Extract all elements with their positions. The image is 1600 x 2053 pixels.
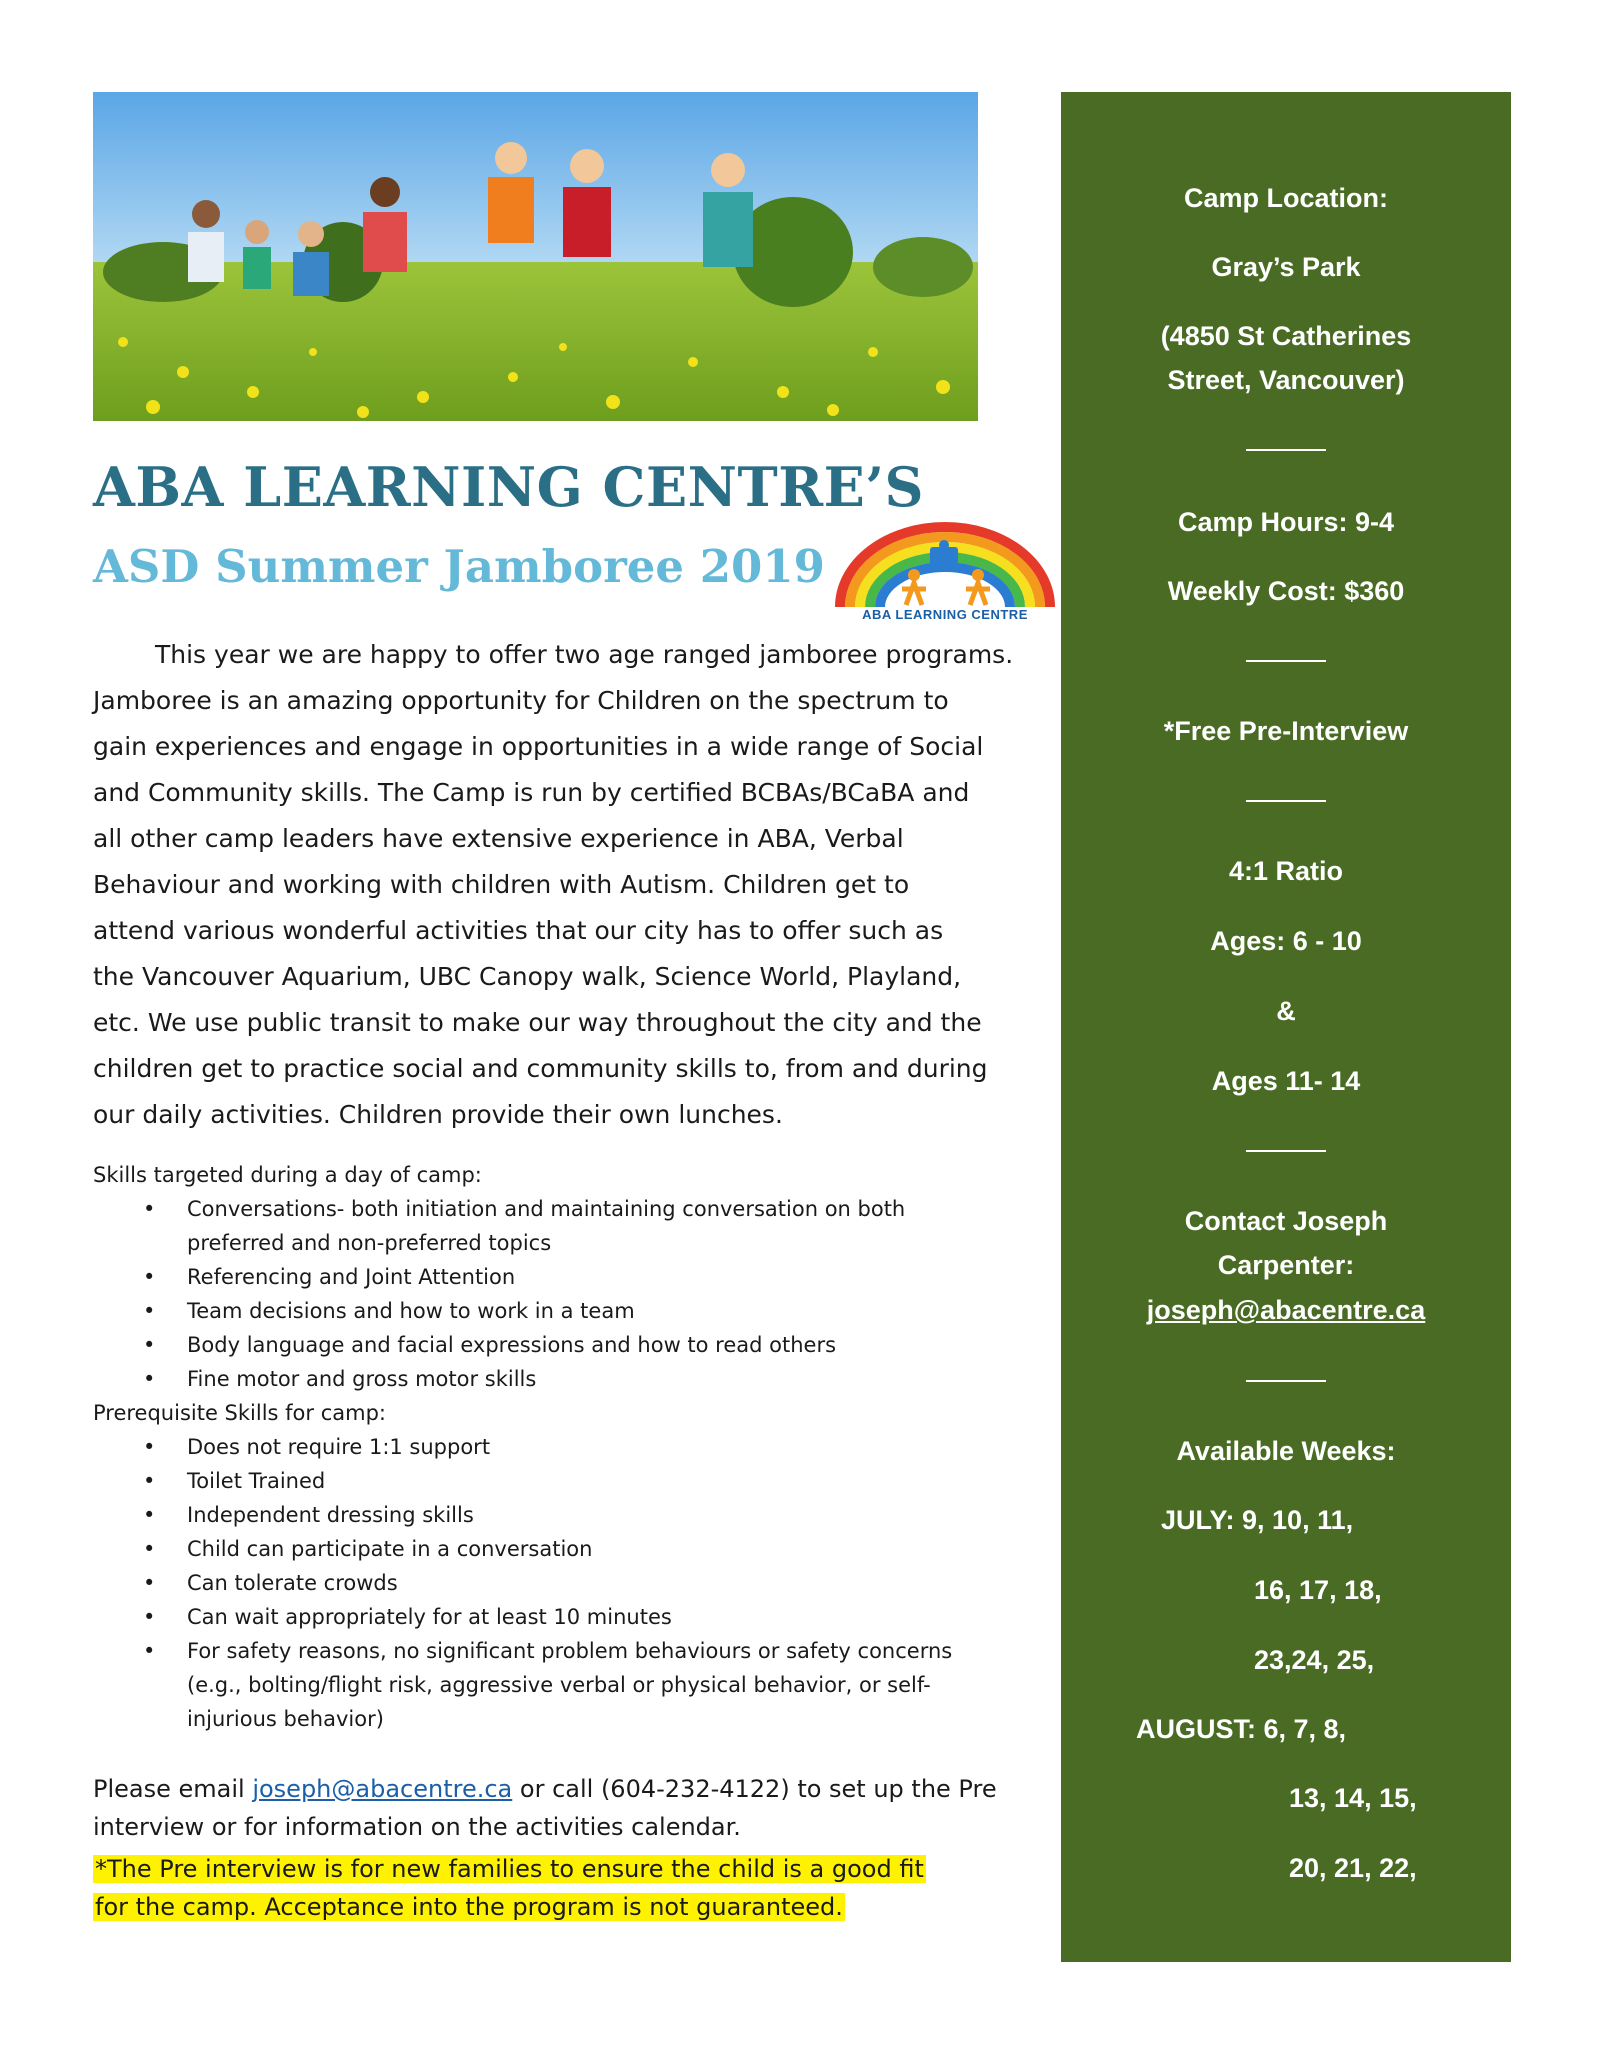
list-item: • Can tolerate crowds	[93, 1566, 1023, 1600]
highlighted-note-line: for the camp. Acceptance into the program is not guaranteed.	[95, 1893, 843, 1921]
bullet-icon: •	[143, 1503, 156, 1527]
bullet-icon: •	[143, 1469, 156, 1493]
weeks-aug-1: AUGUST: 6, 7, 8,	[1136, 1714, 1347, 1744]
list-item: • For safety reasons, no significant problem behaviours or safety concerns	[93, 1634, 1023, 1668]
divider	[1246, 1150, 1326, 1152]
list-item-continuation: injurious behavior)	[187, 1707, 384, 1731]
weeks-aug-3: 20, 21, 22,	[1289, 1853, 1417, 1883]
intro-line: the Vancouver Aquarium, UBC Canopy walk, Science World, Playland,	[93, 962, 962, 991]
divider	[1246, 449, 1326, 451]
list-item: • Independent dressing skills	[93, 1498, 1023, 1532]
list-item: • Can wait appropriately for at least 10 minutes	[93, 1600, 1023, 1634]
intro-paragraph	[93, 632, 1023, 1138]
info-sidebar	[1061, 92, 1511, 1962]
intro-line: attend various wonderful activities that our city has to offer such as	[93, 916, 944, 945]
list-item-continuation: preferred and non-preferred topics	[187, 1231, 552, 1255]
bullet-icon: •	[143, 1265, 156, 1289]
address-line-2: Street, Vancouver)	[1167, 365, 1405, 395]
list-item: • Child can participate in a conversation	[93, 1532, 1023, 1566]
intro-line: our daily activities. Children provide their own lunches.	[93, 1100, 783, 1129]
contact-line-1: Please email joseph@abacentre.ca or call (604-232-4122) to set up the Pre	[93, 1775, 997, 1803]
park-name: Gray’s Park	[1211, 252, 1361, 282]
weeks-july-1: JULY: 9, 10, 11,	[1161, 1505, 1354, 1535]
weeks-aug-2: 13, 14, 15,	[1289, 1783, 1417, 1813]
list-item: • Body language and facial expressions and how to read others	[93, 1328, 1023, 1362]
divider	[1246, 800, 1326, 802]
bullet-icon: •	[143, 1333, 156, 1357]
aba-logo	[830, 515, 1060, 627]
list-item: • Toilet Trained	[93, 1464, 1023, 1498]
intro-line: gain experiences and engage in opportunities in a wide range of Social	[93, 732, 984, 761]
weeks-label: Available Weeks:	[1176, 1436, 1396, 1466]
bullet-icon: •	[143, 1367, 156, 1391]
prereq-list	[93, 1430, 1023, 1736]
list-item: • Team decisions and how to work in a team	[93, 1294, 1023, 1328]
skill-lists	[93, 1158, 1023, 1736]
bullet-icon: •	[143, 1605, 156, 1629]
address-line-1: (4850 St Catherines	[1160, 321, 1412, 351]
bullet-icon: •	[143, 1299, 156, 1323]
intro-line: all other camp leaders have extensive experience in ABA, Verbal	[93, 824, 904, 853]
intro-line: and Community skills. The Camp is run by certified BCBAs/BCaBA and	[93, 778, 970, 807]
skills-list	[93, 1192, 1023, 1396]
contact-name-1: Contact Joseph	[1184, 1206, 1388, 1236]
bullet-icon: •	[143, 1435, 156, 1459]
contact-email-link[interactable]: joseph@abacentre.ca	[1146, 1295, 1426, 1325]
ampersand: &	[1276, 996, 1296, 1026]
skills-heading: Skills targeted during a day of camp:	[93, 1163, 482, 1187]
email-link[interactable]: joseph@abacentre.ca	[252, 1775, 513, 1803]
intro-line: children get to practice social and community skills to, from and during	[93, 1054, 988, 1083]
bullet-icon: •	[143, 1639, 156, 1663]
contact-line-2: interview or for information on the activities calendar.	[93, 1813, 741, 1841]
contact-name-2: Carpenter:	[1217, 1250, 1355, 1280]
bullet-icon: •	[143, 1537, 156, 1561]
intro-line: Behaviour and working with children with Autism. Children get to	[93, 870, 910, 899]
weekly-cost: Weekly Cost: $360	[1167, 576, 1405, 606]
highlighted-note-line: *The Pre interview is for new families to ensure the child is a good fit	[95, 1855, 924, 1883]
ages-group-1: Ages: 6 - 10	[1210, 926, 1362, 956]
bullet-icon: •	[143, 1197, 156, 1221]
intro-line: This year we are happy to offer two age ranged jamboree programs.	[155, 640, 1014, 669]
intro-line: etc. We use public transit to make our way throughout the city and the	[93, 1008, 982, 1037]
ages-group-2: Ages 11- 14	[1211, 1066, 1361, 1096]
list-item: • Conversations- both initiation and maintaining conversation on both	[93, 1192, 1023, 1226]
prereq-heading: Prerequisite Skills for camp:	[93, 1401, 386, 1425]
bullet-icon: •	[143, 1571, 156, 1595]
ratio: 4:1 Ratio	[1228, 856, 1344, 886]
contact-email-row	[1061, 1288, 1511, 1332]
location-label: Camp Location:	[1183, 183, 1388, 213]
free-interview: *Free Pre-Interview	[1163, 716, 1409, 746]
list-item: • Does not require 1:1 support	[93, 1430, 1023, 1464]
divider	[1246, 1380, 1326, 1382]
intro-line: Jamboree is an amazing opportunity for Children on the spectrum to	[93, 686, 949, 715]
list-item: • Fine motor and gross motor skills	[93, 1362, 1023, 1396]
weeks-july-3: 23,24, 25,	[1254, 1645, 1375, 1675]
logo-text: ABA LEARNING CENTRE	[862, 607, 1028, 622]
divider	[1246, 660, 1326, 662]
list-item: • Referencing and Joint Attention	[93, 1260, 1023, 1294]
hero-photo	[93, 92, 978, 421]
contact-blurb	[93, 1770, 1033, 1846]
pre-interview-note	[93, 1850, 1033, 1926]
list-item-continuation: (e.g., bolting/flight risk, aggressive verbal or physical behavior, or self-	[187, 1673, 931, 1697]
camp-hours: Camp Hours: 9-4	[1177, 507, 1395, 537]
page-title: ABA LEARNING CENTRE’S	[93, 455, 925, 519]
weeks-july-2: 16, 17, 18,	[1254, 1575, 1382, 1605]
page-subtitle: ASD Summer Jamboree 2019	[93, 540, 825, 593]
